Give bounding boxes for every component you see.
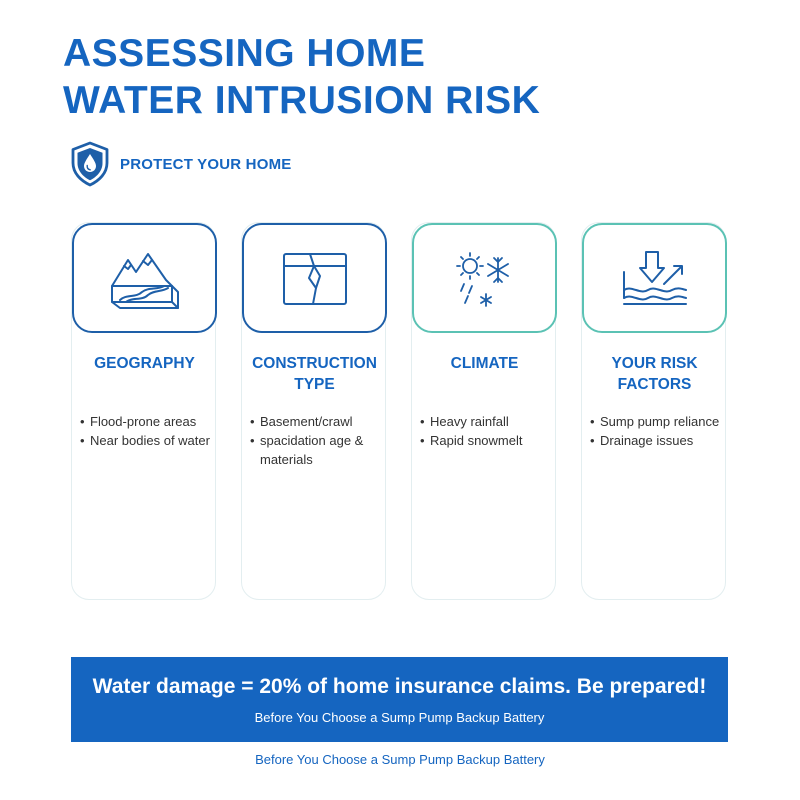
card-risk-bullets <box>590 412 728 450</box>
list-item: • Sump pump reliance <box>590 412 728 431</box>
list-item: • Heavy rainfall <box>420 412 558 431</box>
card-climate-title-line1: CLIMATE <box>450 355 519 372</box>
sun-rain-snow-icon <box>446 244 524 312</box>
card-risk-title <box>582 353 727 395</box>
card-risk-title-line1: YOUR RISK <box>611 355 698 372</box>
cracked-foundation-icon <box>276 244 354 312</box>
footer-caption: Before You Choose a Sump Pump Backup Battery <box>255 752 545 767</box>
page-title <box>63 30 540 124</box>
card-geography-bullets <box>80 412 218 450</box>
rising-water-arrows-icon <box>616 244 694 312</box>
brand-badge <box>68 140 291 188</box>
list-item: • Flood-prone areas <box>80 412 218 431</box>
mountains-river-icon <box>106 244 184 312</box>
card-risk-title-line2: FACTORS <box>617 376 692 393</box>
list-item: • Near bodies of water <box>80 431 218 450</box>
card-your-risk-factors <box>581 222 726 600</box>
list-item: • Drainage issues <box>590 431 728 450</box>
card-climate-tile <box>412 223 557 333</box>
card-geography <box>71 222 216 600</box>
card-geography-title-line1: GEOGRAPHY <box>94 355 195 372</box>
card-climate <box>411 222 556 600</box>
card-geography-title <box>72 353 217 374</box>
brand-label: PROTECT YOUR HOME <box>120 155 292 173</box>
card-risk-tile <box>582 223 727 333</box>
card-construction-type <box>241 222 386 600</box>
banner-headline: Water damage = 20% of home insurance claims. Be prepared! <box>92 675 707 698</box>
card-climate-bullets <box>420 412 558 450</box>
card-climate-title <box>412 353 557 374</box>
card-construction-title-line2: TYPE <box>294 376 335 393</box>
list-item: • spacidation age & materials <box>250 431 388 469</box>
banner-subtext: Before You Choose a Sump Pump Backup Battery <box>254 710 545 725</box>
callout-banner <box>71 657 728 742</box>
shield-water-drop-icon <box>68 140 112 188</box>
list-item: • Basement/crawl <box>250 412 388 431</box>
list-item: • Rapid snowmelt <box>420 431 558 450</box>
card-construction-title <box>242 353 387 395</box>
title-line-1: ASSESSING HOME <box>63 32 426 75</box>
title-line-2: WATER INTRUSION RISK <box>63 79 541 122</box>
card-geography-tile <box>72 223 217 333</box>
card-construction-title-line1: CONSTRUCTION <box>252 355 377 372</box>
card-construction-bullets <box>250 412 388 469</box>
card-construction-tile <box>242 223 387 333</box>
